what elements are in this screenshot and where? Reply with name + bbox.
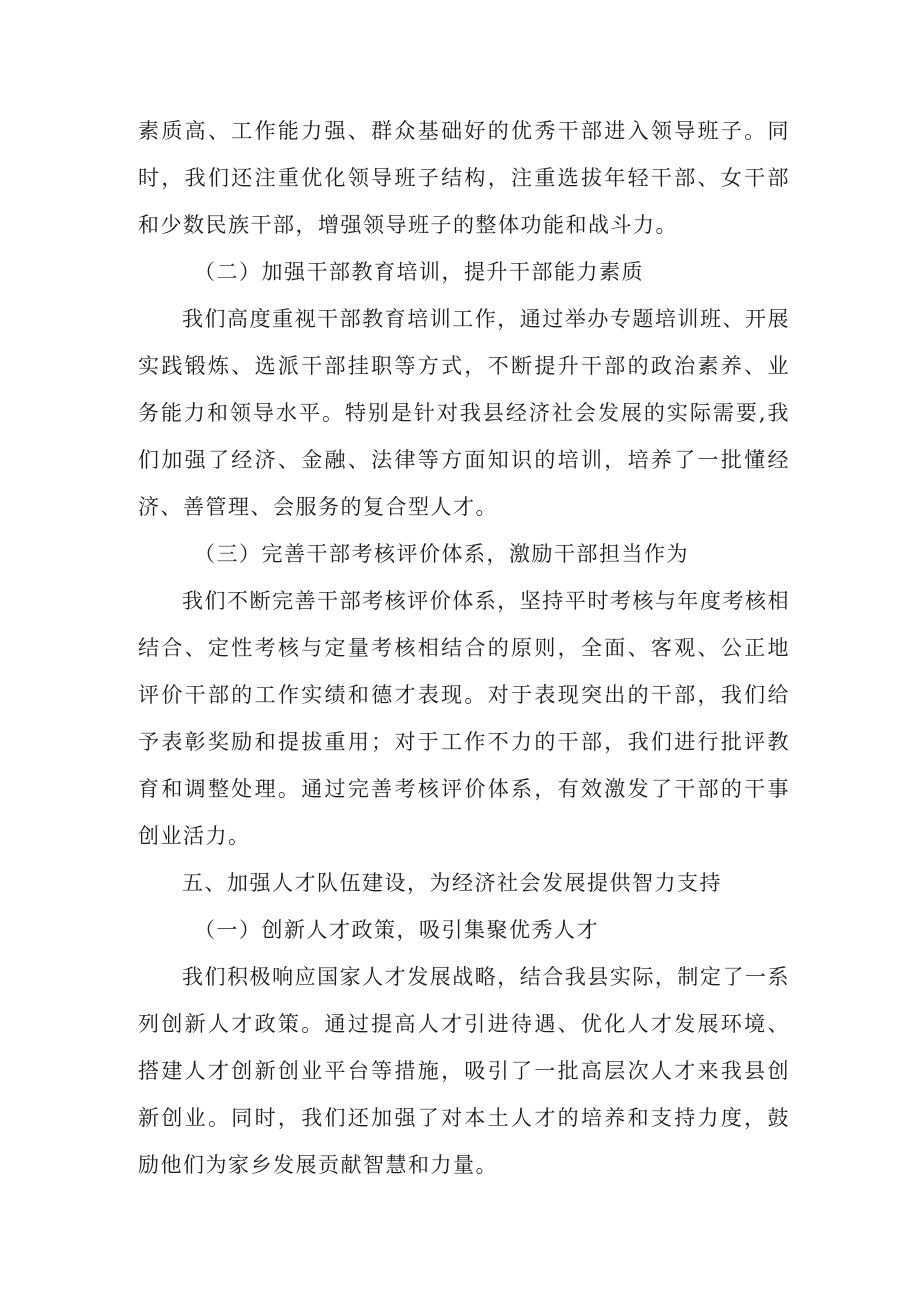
paragraph-training: 我们高度重视干部教育培训工作，通过举办专题培训班、开展实践锻炼、选派干部挂职等方式，不断提升干部的政治素养、业务能力和领导水平。特别是针对我县经济社会发展的实际需要,我们加强了经济、金融、法律等方面知识的培训，培养了一批懂经济、善管理、会服务的复合型人才。 [138, 307, 790, 519]
paragraph-talent-policy: 我们积极响应国家人才发展战略，结合我县实际，制定了一系列创新人才政策。通过提高人才引进待遇、优化人才发展环境、搭建人才创新创业平台等措施，吸引了一批高层次人才来我县创新创业。同时，我们还加强了对本土人才的培养和支持力度，鼓励他们为家乡发展贡献智慧和力量。 [138, 965, 790, 1177]
subheading-2: （二）加强干部教育培训，提升干部能力素质 [194, 260, 644, 284]
paragraph-evaluation: 我们不断完善干部考核评价体系，坚持平时考核与年度考核相结合、定性考核与定量考核相结合的原则，全面、客观、公正地评价干部的工作实绩和德才表现。对于表现突出的干部，我们给予表彰奖励和提拔重用；对于工作不力的干部，我们进行批评教育和调整处理。通过完善考核评价体系，有效激发了干部的干事创业活力。 [138, 589, 790, 848]
paragraph-continued: 素质高、工作能力强、群众基础好的优秀干部进入领导班子。同时，我们还注重优化领导班子结构，注重选拔年轻干部、女干部和少数民族干部，增强领导班子的整体功能和战斗力。 [138, 119, 790, 237]
document-body [138, 108, 790, 1189]
subheading-3: （三）完善干部考核评价体系，激励干部担当作为 [194, 542, 689, 566]
section-heading-5: 五、加强人才队伍建设，为经济社会发展提供智力支持 [182, 871, 722, 895]
subheading-1: （一）创新人才政策，吸引集聚优秀人才 [194, 918, 599, 942]
